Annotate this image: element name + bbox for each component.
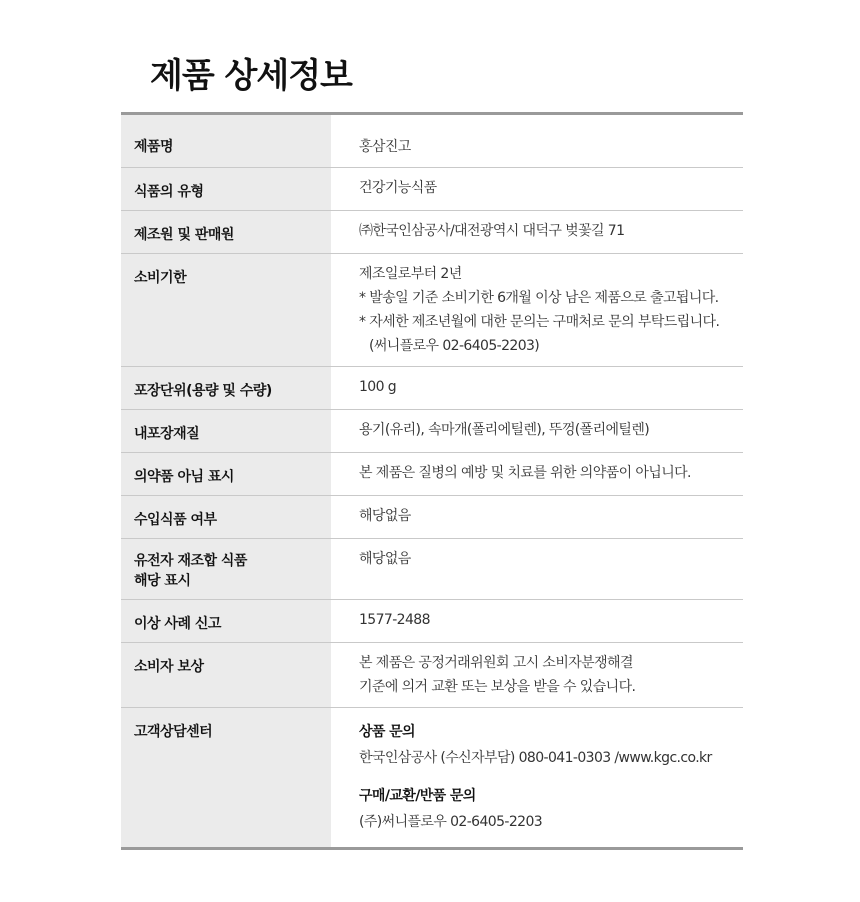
value-line: (써니플로우 02-6405-2203) — [369, 338, 540, 354]
row-value-consumer-compensation — [331, 643, 743, 708]
row-value-expiry — [331, 254, 743, 367]
table-row — [121, 367, 743, 410]
row-value-food-type — [331, 168, 743, 211]
value-line: 용기(유리), 속마개(폴리에틸렌), 뚜껑(폴리에틸렌) — [359, 422, 650, 438]
row-label-adverse-report: 이상 사례 신고 — [121, 600, 331, 643]
row-value-imported-food — [331, 496, 743, 539]
value-line: 홍삼진고 — [359, 139, 411, 155]
table-row — [121, 410, 743, 453]
row-value-product-name — [331, 114, 743, 168]
row-label-imported-food: 수입식품 여부 — [121, 496, 331, 539]
label-line: 유전자 재조합 식품 — [134, 553, 247, 569]
row-label-not-medicine: 의약품 아님 표시 — [121, 453, 331, 496]
table-row — [121, 708, 743, 849]
value-line: 100 g — [359, 379, 397, 395]
row-value-customer-center — [331, 708, 743, 849]
value-line: * 발송일 기준 소비기한 6개월 이상 남은 제품으로 출고됩니다. — [359, 290, 719, 306]
table-row — [121, 600, 743, 643]
row-label-inner-packaging: 내포장재질 — [121, 410, 331, 453]
row-label-gmo — [121, 539, 331, 600]
purchase-inquiry-heading: 구매/교환/반품 문의 — [359, 788, 476, 804]
row-label-manufacturer: 제조원 및 판매원 — [121, 211, 331, 254]
value-line: 해당없음 — [359, 508, 411, 524]
value-line: 1577-2488 — [359, 612, 430, 628]
label-line: 해당 표시 — [134, 573, 191, 589]
row-label-consumer-compensation: 소비자 보상 — [121, 643, 331, 708]
table-row — [121, 539, 743, 600]
row-label-expiry: 소비기한 — [121, 254, 331, 367]
row-value-package-unit — [331, 367, 743, 410]
row-label-customer-center: 고객상담센터 — [121, 708, 331, 849]
value-line: 해당없음 — [359, 551, 411, 567]
row-value-manufacturer — [331, 211, 743, 254]
value-line: ㈜한국인삼공사/대전광역시 대덕구 벚꽃길 71 — [359, 223, 625, 239]
table-row — [121, 643, 743, 708]
value-line: 건강기능식품 — [359, 180, 437, 196]
row-label-package-unit: 포장단위(용량 및 수량) — [121, 367, 331, 410]
purchase-inquiry-text: (주)써니플로우 02-6405-2203 — [359, 814, 543, 830]
table-row — [121, 496, 743, 539]
value-line: * 자세한 제조년월에 대한 문의는 구매처로 문의 부탁드립니다. — [359, 314, 720, 330]
value-line: 제조일로부터 2년 — [359, 266, 462, 282]
value-line: 본 제품은 공정거래위원회 고시 소비자분쟁해결 — [359, 655, 633, 671]
table-row — [121, 211, 743, 254]
table-row — [121, 114, 743, 168]
value-line: 본 제품은 질병의 예방 및 치료를 위한 의약품이 아닙니다. — [359, 465, 691, 481]
product-inquiry-text: 한국인삼공사 (수신자부담) 080-041-0303 /www.kgc.co.kr — [359, 750, 712, 766]
row-value-inner-packaging — [331, 410, 743, 453]
row-value-gmo — [331, 539, 743, 600]
table-row — [121, 453, 743, 496]
table-row — [121, 254, 743, 367]
product-inquiry-heading: 상품 문의 — [359, 724, 415, 740]
value-line: 기준에 의거 교환 또는 보상을 받을 수 있습니다. — [359, 679, 636, 695]
table-row — [121, 168, 743, 211]
page-title: 제품 상세정보 — [150, 56, 352, 96]
row-value-not-medicine — [331, 453, 743, 496]
row-label-product-name: 제품명 — [121, 114, 331, 168]
product-spec-table — [121, 112, 743, 850]
row-value-adverse-report — [331, 600, 743, 643]
row-label-food-type: 식품의 유형 — [121, 168, 331, 211]
